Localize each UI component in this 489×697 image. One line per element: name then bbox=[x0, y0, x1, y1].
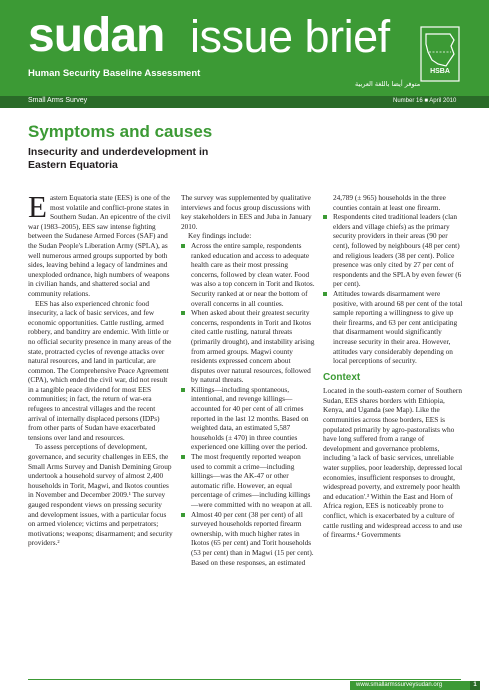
key-findings-list-continued bbox=[323, 212, 463, 366]
paragraph-survey-supplement: The survey was supplemented by qualitative interviews and focus group discussions with key stakeholders in EES and Juba in January 2010. bbox=[181, 193, 312, 231]
masthead-title-sudan: sudan bbox=[28, 9, 165, 62]
paragraph-context: Located in the south-eastern corner of Southern Sudan, EES shares borders with Ethiopia, Kenya, and Uganda (see Map). Like the communities across those borders, EES is populated primarily by agro-pastoralists who have long suffered from a range of development and governance problems, including 'a lack of basic services, unreliable water supplies, poor leadership, depressed local economies, insufficient responses to drought, widespread poverty, and extremely poor health and education'.³ Within the East and Horn of Africa region, EES is noticeably prone to conflict, which is exacerbated by a culture of cattle rustling and widespread access to and use of firearms.⁴ Governments bbox=[323, 386, 463, 540]
article-subtitle: Insecurity and underdevelopment in Eastern Equatoria bbox=[28, 146, 209, 171]
context-heading: Context bbox=[323, 371, 361, 383]
column-2 bbox=[181, 193, 316, 567]
column-1 bbox=[28, 189, 173, 548]
key-findings-list bbox=[181, 241, 316, 567]
footer-rule bbox=[28, 679, 461, 680]
paragraph-intro bbox=[28, 189, 173, 299]
hsba-logo-label: HSBA bbox=[430, 68, 450, 75]
issue-number: Number 16 ■ April 2010 bbox=[393, 98, 457, 104]
paragraph-intro-text: astern Equatoria state (EES) is one of the most volatile and conflict-prone states in Southern Sudan. An epicentre of the civil war (1983–2005), EES saw intense fighting between the Sudanese Armed Forces (SAF) and the Sudan People's Liberation Army (SPLA), as well numerous armed groups supported by both sides, leaving behind a legacy of landmines and unexploded ordnance, high numbers of weapons in civilian hands, and shattered social and community relations. bbox=[28, 193, 171, 298]
section-title: Symptoms and causes bbox=[28, 122, 213, 141]
publisher-name: Small Arms Survey bbox=[28, 97, 88, 104]
page-number: 1 bbox=[470, 681, 480, 690]
footer-website-link[interactable]: www.smallarmssurveysudan.org bbox=[356, 682, 443, 688]
drop-cap: E bbox=[28, 189, 47, 224]
list-item: Respondents cited traditional leaders (clan elders and village chiefs) as the primary security providers in their areas (90 per cent), followed by neighbours (48 per cent) and religious leaders (38 per cent). Police presence was only cited by 27 per cent of respondents and the SPLA by even fewer (6 per cent). bbox=[323, 212, 463, 289]
list-item: The most frequently reported weapon used to commit a crime—including killings—was the AK-47 or other automatic rifle. However, an equal percentage of crimes—including killings—were committed with no weapon at all. bbox=[181, 452, 316, 510]
key-findings-intro: Key findings include: bbox=[188, 231, 252, 241]
list-item: When asked about their greatest security concerns, respondents in Torit and Ikotos cited cattle rustling, natural threats (primarily drought), and instability arising from armed groups. Magwi county residents expressed concern about disputes over natural resources, followed by natural threats. bbox=[181, 308, 316, 385]
paragraph-food-insecurity: EES has also experienced chronic food insecurity, a lack of basic services, and few economic opportunities. Cattle rustling, armed robbery, and banditry are endemic. With little or no official security presence in many areas of the state, protracted cycles of revenge attacks over natural resources, and land in particular, are common. The Comprehensive Peace Agreement (CPA), which ended the civil war, did not result in a tangible peace dividend for most EES communities; in fact, the return of war-era refugees to ancestral villages and the recent arrival of internally displaced persons (IDPs) from other parts of Sudan have exacerbated tensions over land and resources. bbox=[28, 298, 172, 442]
list-item: Attitudes towards disarmament were positive, with around 68 per cent of the total sample reporting a willingness to give up their firearms, and 63 per cent anticipating that disarmament would significantly increase security in their area. However, attitudes vary considerably depending on local perceptions of security. bbox=[323, 289, 463, 366]
list-item: Across the entire sample, respondents ranked education and access to adequate health care as their most pressing concerns, followed by clean water. Food was also a top concern in Torit and Ikotos. Security ranked at or near the bottom of overall concerns in all counties. bbox=[181, 241, 316, 308]
masthead-title-issue-brief: issue brief bbox=[190, 11, 390, 62]
bullet-continuation: 24,789 (± 965) households in the three counties contain at least one firearm. bbox=[333, 193, 446, 212]
program-name: Human Security Baseline Assessment bbox=[28, 68, 201, 79]
arabic-availability-note: متوفر أيضا باللغة العربية bbox=[355, 80, 421, 88]
list-item: Almost 40 per cent (38 per cent) of all surveyed households reported firearm ownership, with much higher rates in Ikotos (65 per cent) and Torit households (53 per cent) than in Magwi (15 per cent). Based on these responses, an estimated bbox=[181, 510, 316, 568]
column-3 bbox=[323, 193, 463, 540]
list-item: Killings—including spontaneous, intentional, and revenge killings—accounted for 40 per cent of all crimes reported in the last 12 months. Based on weighted data, an estimated 5,587 households (± 470) in three counties experienced one killing over the period. bbox=[181, 385, 316, 452]
paragraph-survey: To assess perceptions of development, governance, and security challenges in EES, the Small Arms Survey and Danish Demining Group undertook a household survey of almost 2,400 households in Torit, Magwi, and Ikotos counties in November and December 2009.¹ The survey gauged respondent views on pressing security and development issues, with a particular focus on armed violence; victims and perpetrators; motivations; weapons; disarmament; and security providers.² bbox=[28, 442, 173, 548]
